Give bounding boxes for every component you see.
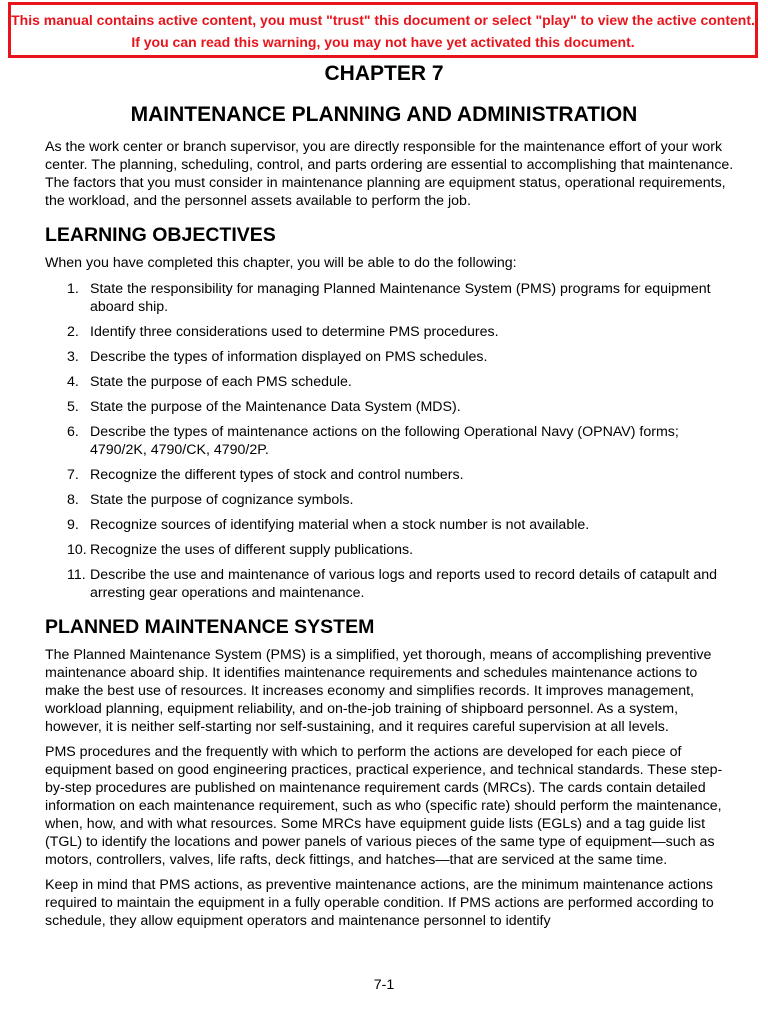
list-item-number: 8.	[67, 492, 79, 508]
list-item	[45, 398, 735, 416]
intro-paragraph: As the work center or branch supervisor, you are directly responsible for the maintenance effort of your work center. The planning, scheduling, control, and parts ordering are essential to accomplishing that maintenance. The factors that you must consider in maintenance planning are equipment status, operational requirements, the workload, and the personnel assets available to perform the job.	[45, 139, 734, 209]
list-item-number: 4.	[67, 374, 79, 390]
list-item-text: State the purpose of the Maintenance Data System (MDS).	[90, 399, 461, 415]
list-item	[45, 516, 735, 534]
page-content	[45, 138, 735, 937]
pms-paragraph-1: The Planned Maintenance System (PMS) is a simplified, yet thorough, means of accomplishing preventive maintenance aboard ship. It identifies maintenance requirements and schedules maintenance actions to make the best use of resources. It increases economy and simplifies records. It improves management, workload planning, equipment reliability, and on-the-job training of shipboard personnel. As a system, however, it is neither self-starting nor self-sustaining, and it requires careful supervision at all levels.	[45, 647, 712, 735]
list-item-number: 1.	[67, 281, 79, 297]
list-item	[45, 491, 735, 509]
page-number: 7-1	[373, 977, 395, 993]
objectives-lead: When you have completed this chapter, you will be able to do the following:	[45, 255, 517, 271]
active-content-warning	[8, 2, 758, 58]
objectives-heading: LEARNING OBJECTIVES	[45, 224, 276, 246]
list-item	[45, 423, 735, 459]
list-item-text: Describe the types of maintenance actions on the following Operational Navy (OPNAV) forms; 4790/2K, 4790/CK, 4790/2P.	[90, 424, 679, 458]
list-item-number: 10.	[67, 542, 87, 558]
pms-paragraph-3: Keep in mind that PMS actions, as preventive maintenance actions, are the minimum maintenance actions required to maintain the equipment in a fully operable condition. If PMS actions are performed according to schedule, they allow equipment operators and maintenance personnel to identify	[45, 877, 714, 929]
list-item-text: Describe the types of information displayed on PMS schedules.	[90, 349, 488, 365]
pms-heading: PLANNED MAINTENANCE SYSTEM	[45, 616, 375, 638]
list-item	[45, 566, 735, 602]
list-item-text: Describe the use and maintenance of various logs and reports used to record details of catapult and arresting gear operations and maintenance.	[90, 567, 717, 601]
warning-line-1: This manual contains active content, you must "trust" this document or select "play" to view the active content.	[11, 12, 755, 28]
list-item-text: Recognize sources of identifying material when a stock number is not available.	[90, 517, 590, 533]
list-item	[45, 280, 735, 316]
list-item-text: State the purpose of each PMS schedule.	[90, 374, 352, 390]
list-item-text: Recognize the uses of different supply publications.	[90, 542, 414, 558]
list-item-number: 9.	[67, 517, 79, 533]
list-item	[45, 466, 735, 484]
list-item-number: 6.	[67, 424, 79, 440]
list-item-text: State the purpose of cognizance symbols.	[90, 492, 354, 508]
list-item	[45, 541, 735, 559]
pms-paragraph-2: PMS procedures and the frequently with which to perform the actions are developed for each piece of equipment based on good engineering practices, practical experience, and technical standards. These step-by-step procedures are published on maintenance requirement cards (MRCs). The cards contain detailed information on each maintenance requirement, such as who (specific rate) should perform the maintenance, when, how, and with what resources. Some MRCs have equipment guide lists (EGLs) and a tag guide list (TGL) to identify the locations and power panels of various pieces of the same type of equipment—such as motors, controllers, valves, life rafts, deck fittings, and hatches—that are serviced at the same time.	[45, 744, 723, 868]
list-item	[45, 348, 735, 366]
list-item-number: 5.	[67, 399, 79, 415]
list-item-number: 7.	[67, 467, 79, 483]
warning-line-2: If you can read this warning, you may not have yet activated this document.	[131, 34, 635, 50]
list-item-text: State the responsibility for managing Planned Maintenance System (PMS) programs for equipment aboard ship.	[90, 281, 711, 315]
list-item	[45, 373, 735, 391]
chapter-label: CHAPTER 7	[324, 62, 444, 85]
list-item-text: Identify three considerations used to determine PMS procedures.	[90, 324, 499, 340]
list-item-number: 3.	[67, 349, 79, 365]
list-item-text: Recognize the different types of stock and control numbers.	[90, 467, 464, 483]
list-item-number: 2.	[67, 324, 79, 340]
list-item-number: 11.	[67, 567, 86, 583]
objectives-list	[45, 280, 735, 602]
chapter-title: MAINTENANCE PLANNING AND ADMINISTRATION	[130, 103, 638, 126]
list-item	[45, 323, 735, 341]
